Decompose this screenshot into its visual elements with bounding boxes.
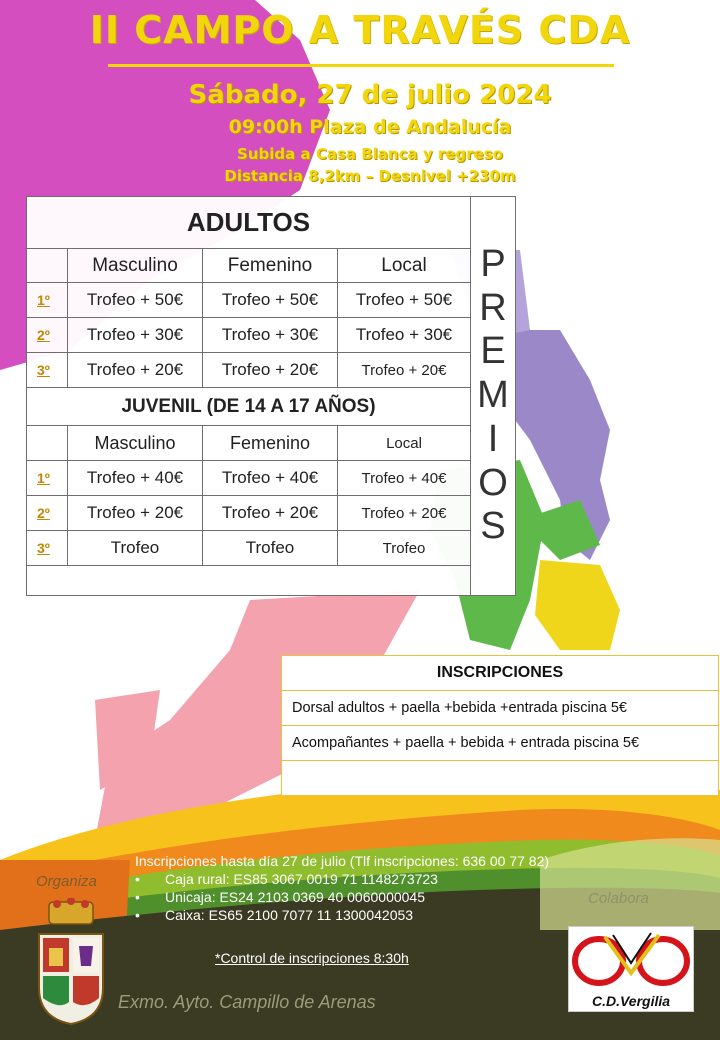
- col-header-masculino: Masculino: [68, 249, 203, 283]
- event-distance: Distancia 8,2km – Desnivel +230m: [224, 167, 516, 185]
- prize-cell: Trofeo + 20€: [68, 496, 203, 531]
- event-title: II CAMPO A TRAVÉS CDA: [89, 8, 631, 52]
- prize-cell: Trofeo: [338, 531, 471, 566]
- prize-cell: Trofeo + 30€: [203, 318, 338, 353]
- ayuntamiento-label: Exmo. Ayto. Campillo de Arenas: [118, 992, 376, 1012]
- inscripcion-item: Acompañantes + paella + bebida + entrada piscina 5€: [282, 726, 719, 761]
- prize-cell: Trofeo + 30€: [68, 318, 203, 353]
- prize-cell: Trofeo + 20€: [203, 353, 338, 388]
- empty-row: [282, 761, 719, 796]
- empty-row: [27, 566, 471, 596]
- inscripcion-item: Dorsal adultos + paella +bebida +entrada piscina 5€: [282, 691, 719, 726]
- inscripciones-heading: INSCRIPCIONES: [282, 656, 719, 691]
- col-header-femenino: Femenino: [203, 249, 338, 283]
- control-note: *Control de inscripciones 8:30h: [215, 950, 409, 966]
- prize-cell: Trofeo + 20€: [68, 353, 203, 388]
- blank-cell: [27, 426, 68, 461]
- organiza-label: Organiza: [36, 873, 97, 890]
- juvenil-heading: JUVENIL (DE 14 A 17 AÑOS): [27, 388, 471, 426]
- prize-cell: Trofeo + 20€: [203, 496, 338, 531]
- col-header-local: Local: [338, 426, 471, 461]
- blank-cell: [27, 249, 68, 283]
- registration-deadline: Inscripciones hasta día 27 de julio (Tlf inscripciones: 636 00 77 82): [135, 853, 550, 869]
- prizes-table: [26, 196, 516, 596]
- place-label: 2º: [27, 496, 68, 531]
- prize-cell: Trofeo + 20€: [338, 353, 471, 388]
- colabora-label: Colabora: [588, 890, 649, 907]
- col-header-femenino: Femenino: [203, 426, 338, 461]
- inscripciones-table: [281, 655, 719, 796]
- club-logo-text: C.D.Vergilia: [591, 993, 671, 1009]
- bank-account: • Caixa: ES65 2100 7077 11 1300042053: [135, 906, 549, 924]
- prize-cell: Trofeo + 50€: [203, 283, 338, 318]
- col-header-local: Local: [338, 249, 471, 283]
- prize-cell: Trofeo + 30€: [338, 318, 471, 353]
- prize-cell: Trofeo + 50€: [338, 283, 471, 318]
- yellow-runner-shape: [535, 560, 620, 650]
- place-label: 3º: [27, 353, 68, 388]
- premios-vertical-label: P R E M I O S: [471, 197, 516, 596]
- place-label: 2º: [27, 318, 68, 353]
- prize-cell: Trofeo + 40€: [338, 461, 471, 496]
- event-date: Sábado, 27 de julio 2024: [188, 80, 552, 110]
- event-route: Subida a Casa Blanca y regreso: [237, 145, 503, 163]
- prize-cell: Trofeo + 40€: [68, 461, 203, 496]
- place-label: 1º: [27, 283, 68, 318]
- prize-cell: Trofeo + 40€: [203, 461, 338, 496]
- adultos-heading: ADULTOS: [27, 197, 471, 249]
- bank-account: • Unicaja: ES24 2103 0369 40 0060000045: [135, 888, 549, 906]
- prize-cell: Trofeo + 50€: [68, 283, 203, 318]
- prize-cell: Trofeo: [203, 531, 338, 566]
- club-logo: [568, 926, 694, 1012]
- bank-account: • Caja rural: ES85 3067 0019 71 1148273723: [135, 870, 549, 888]
- title-underline: [108, 64, 614, 67]
- prize-cell: Trofeo + 20€: [338, 496, 471, 531]
- event-time-place: 09:00h Plaza de Andalucía: [228, 116, 512, 138]
- registration-info: [135, 852, 549, 924]
- bicycle-icon: [569, 927, 693, 991]
- town-crest-icon: [35, 898, 107, 1026]
- col-header-masculino: Masculino: [68, 426, 203, 461]
- place-label: 3º: [27, 531, 68, 566]
- prize-cell: Trofeo: [68, 531, 203, 566]
- place-label: 1º: [27, 461, 68, 496]
